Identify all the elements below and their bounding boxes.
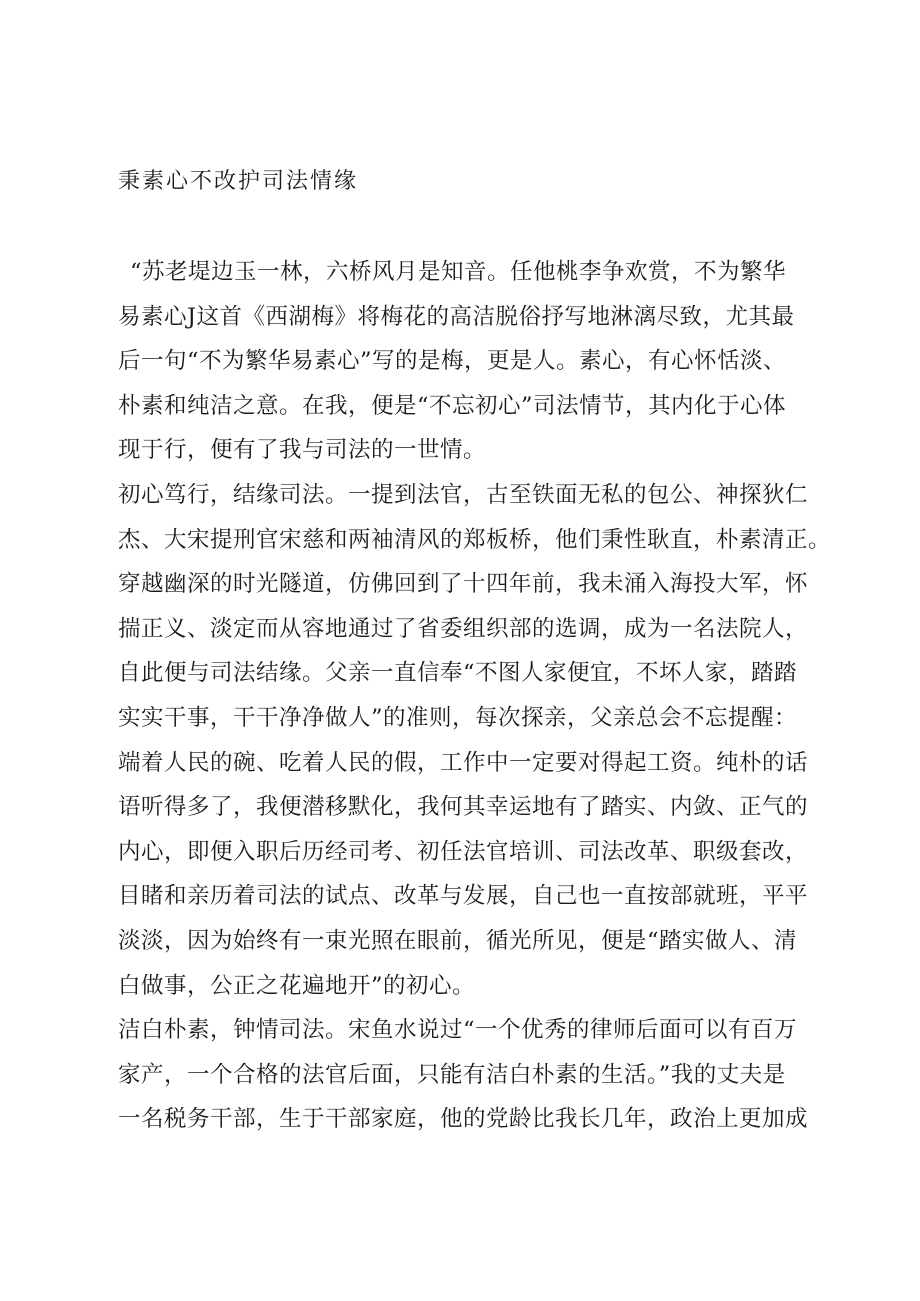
- text-line: 端着人民的碗、吃着人民的假，工作中一定要对得起工资。纯朴的话: [118, 749, 809, 776]
- text-line: 杰、大宋提刑官宋慈和两袖清风的郑板桥，他们秉性耿直，朴素清正。: [118, 526, 832, 553]
- text-line: 淡淡，因为始终有一束光照在眼前，循光所见，便是“踏实做人、清: [118, 927, 798, 954]
- text-line: 穿越幽深的时光隧道，仿佛回到了十四年前，我未涌入海投大军，怀: [118, 571, 809, 598]
- document-title: 秉素心不改护司法情缘: [118, 169, 359, 194]
- text-line: 内心，即便入职后历经司考、初任法官培训、司法改革、职级套改，: [118, 838, 809, 865]
- document-body: [118, 250, 832, 1142]
- text-line: 语听得多了，我便潜移默化，我何其幸运地有了踏实、内敛、正气的: [118, 794, 809, 821]
- text-line: 初心笃行，结缘司法。一提到法官，古至铁面无私的包公、神探狄仁: [118, 481, 809, 508]
- text-line: 洁白朴素，钟情司法。宋鱼水说过“一个优秀的律师后面可以有百万: [118, 1017, 798, 1044]
- text-line: 实实干事，干干净净做人”的准则，每次探亲，父亲总会不忘提醒：: [118, 704, 798, 731]
- text-line: 家产，一个合格的法官后面，只能有洁白朴素的生活。”我的丈夫是: [118, 1061, 786, 1088]
- text-line: 后一句“不为繁华易素心”写的是梅，更是人。素心，有心怀恬淡、: [118, 348, 787, 375]
- text-line: 现于行，便有了我与司法的一世情。: [118, 437, 487, 464]
- text-line: 自此便与司法结缘。父亲一直信奉“不图人家便宜，不坏人家，踏踏: [118, 660, 798, 687]
- text-line: 揣正义、淡定而从容地通过了省委组织部的选调，成为一名法院人，: [118, 615, 809, 642]
- text-line: 朴素和纯洁之意。在我，便是“不忘初心”司法情节，其内化于心体: [118, 392, 787, 419]
- text-line: 目睹和亲历着司法的试点、改革与发展，自己也一直按部就班，平平: [118, 883, 809, 910]
- text-line: 一名税务干部，生于干部家庭，他的党龄比我长几年，政治上更加成: [118, 1106, 809, 1133]
- text-line: 易素心J这首《西湖梅》将梅花的高洁脱俗抒写地淋漓尽致，尤其最: [118, 303, 795, 330]
- text-line: “苏老堤边玉一林，六桥风月是知音。任他桃李争欢赏，不为繁华: [130, 259, 787, 285]
- text-line: 白做事，公正之花遍地开”的初心。: [118, 972, 476, 999]
